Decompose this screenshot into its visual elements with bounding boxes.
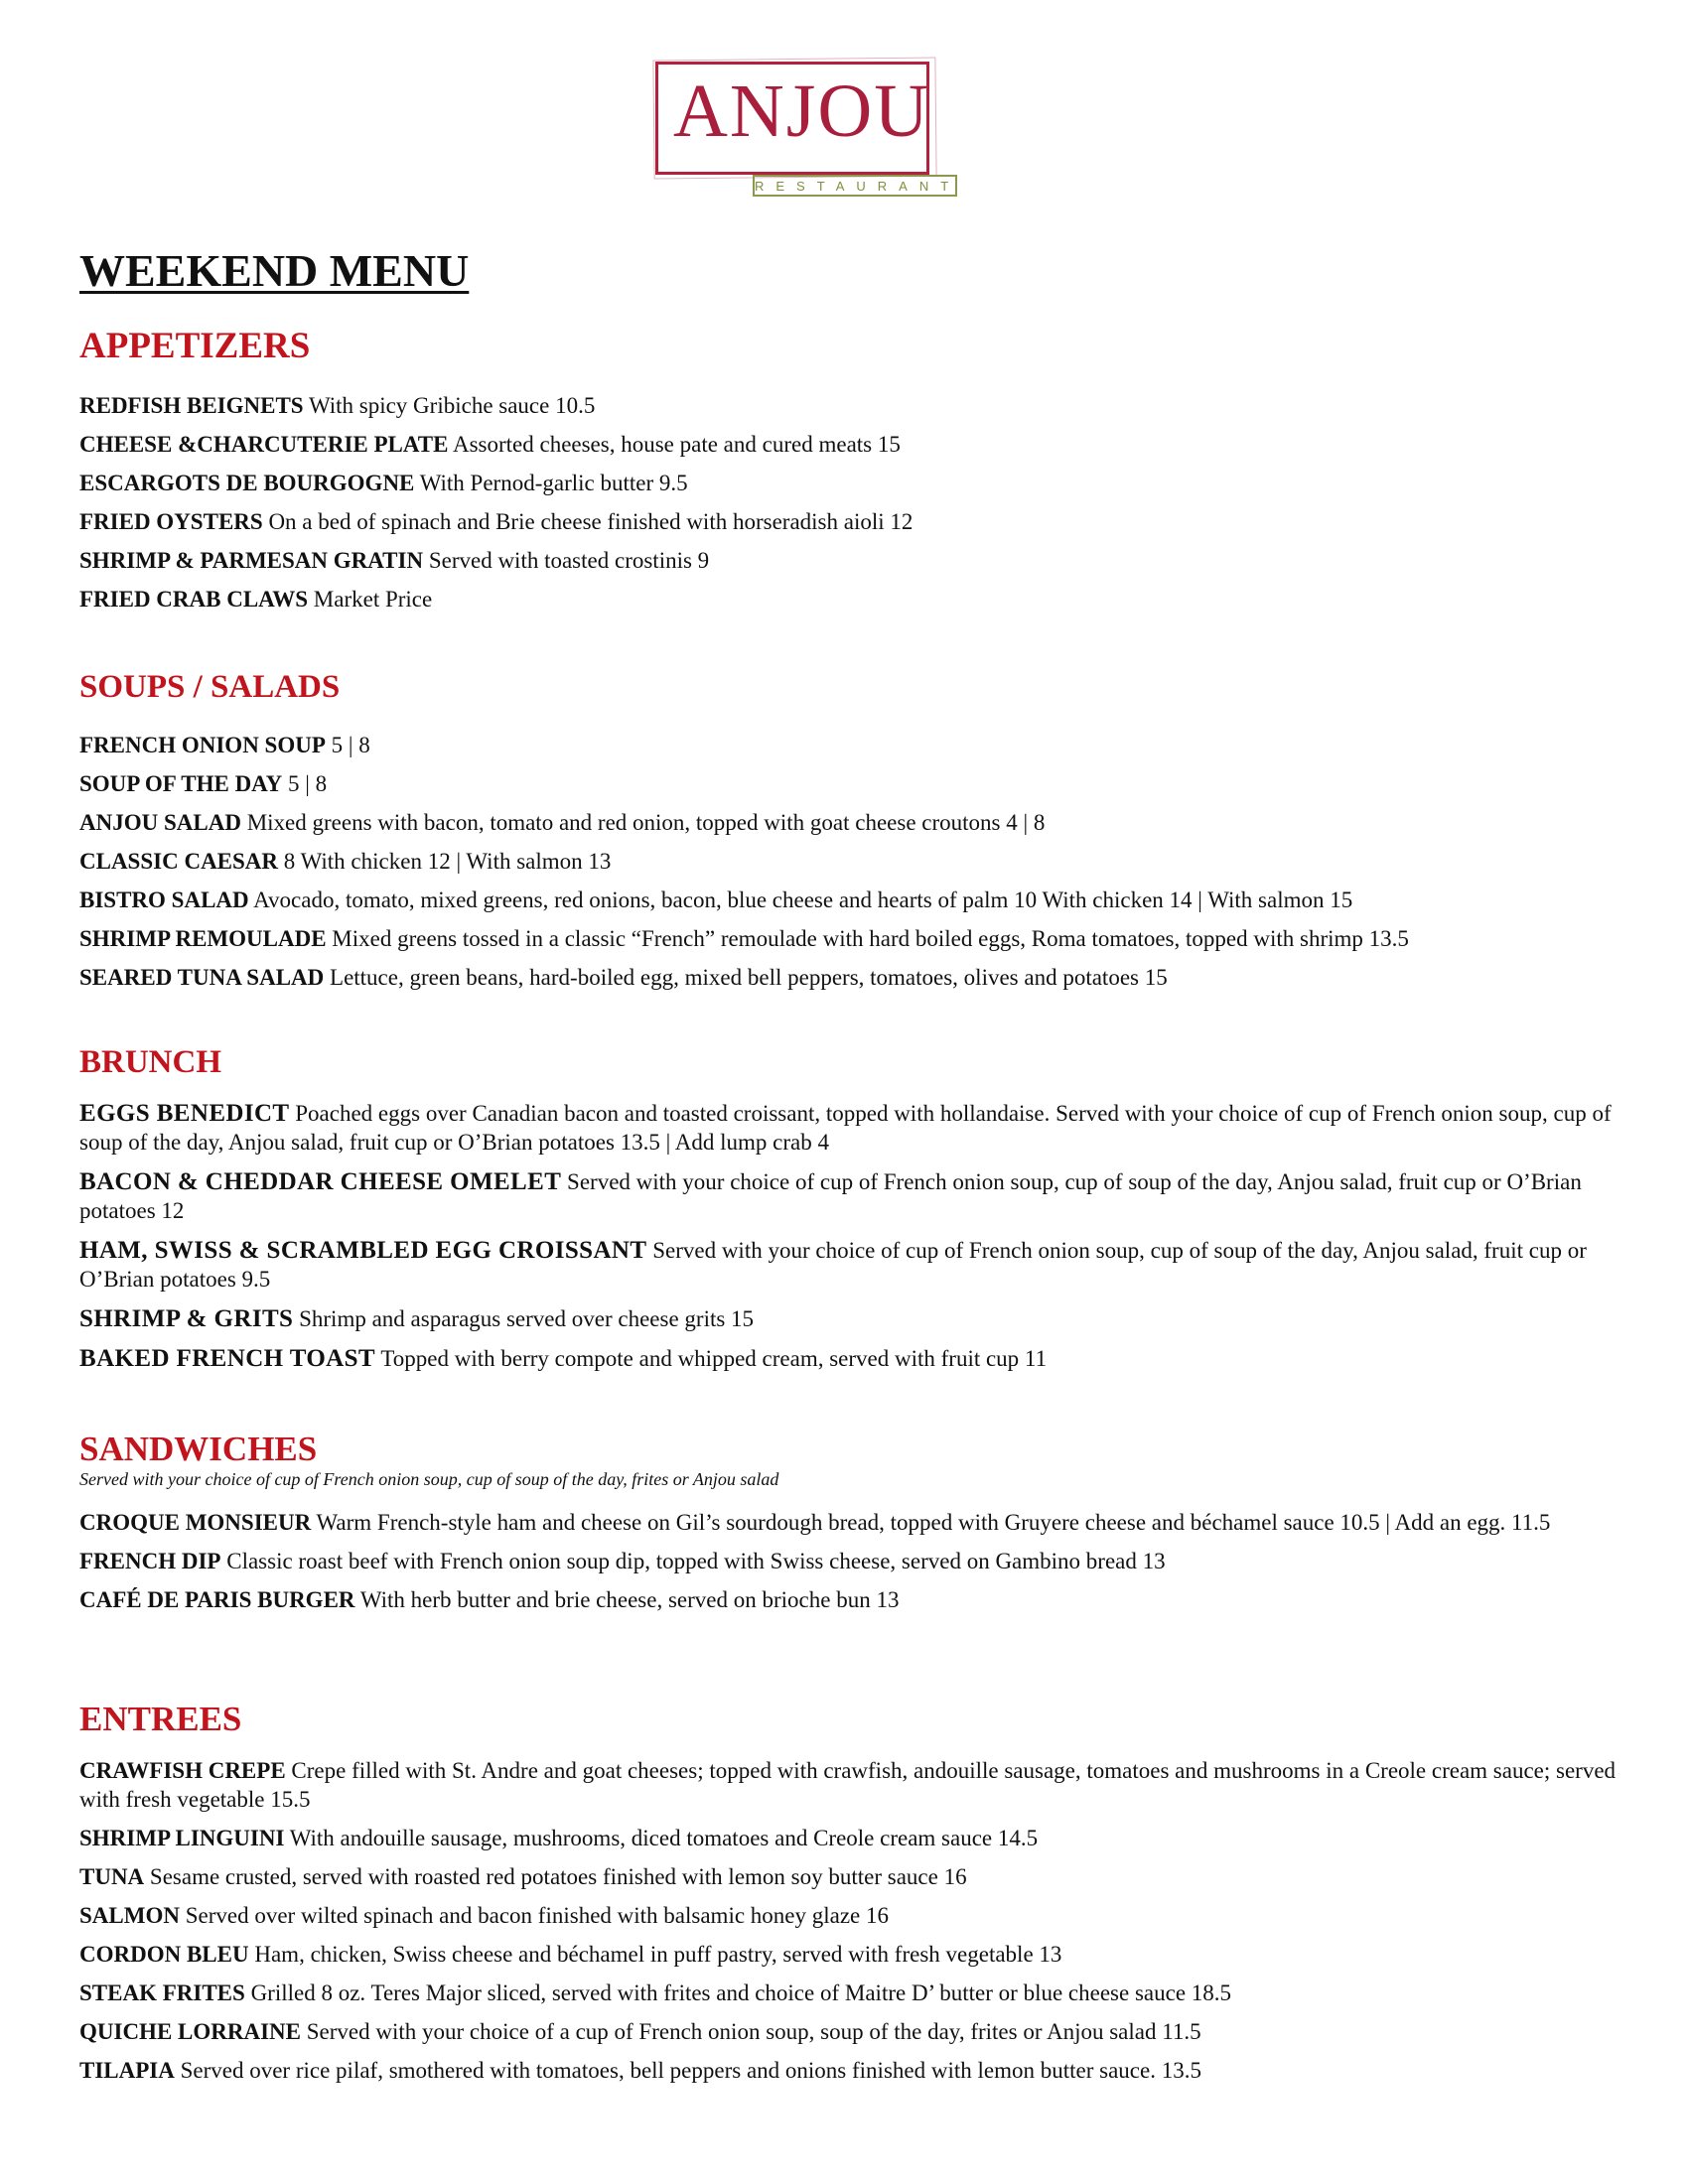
menu-item [79, 1979, 1658, 2007]
menu-item-description: Shrimp and asparagus served over cheese grits 15 [293, 1306, 755, 1331]
menu-item-name: FRENCH ONION SOUP [79, 733, 326, 757]
menu-item [79, 2056, 1658, 2085]
menu-item [79, 2017, 1658, 2046]
menu-item-name: CLASSIC CAESAR [79, 849, 279, 874]
menu-item-description: Market Price [308, 587, 433, 612]
menu-item-name: CHEESE &CHARCUTERIE PLATE [79, 432, 449, 457]
menu-item-description: Poached eggs over Canadian bacon and toasted croissant, topped with hollandaise. Served with your choice of cup of French onion soup, cup of soup of the day, Anjou salad, fruit cup or O’Brian potatoes 13.5 | Add lump crab 4 [79, 1101, 1612, 1155]
menu-item-name: CRAWFISH CREPE [79, 1758, 286, 1783]
menu-item [79, 1901, 1658, 1930]
menu-item [79, 919, 1658, 958]
menu-item [79, 803, 1658, 842]
menu-item-description: Served with your choice of cup of French onion soup, cup of soup of the day, Anjou salad, fruit cup or O’Brian potatoes 9.5 [79, 1238, 1587, 1292]
menu-item-description: Served with toasted crostinis 9 [423, 548, 710, 573]
logo-name: ANJOU [673, 69, 931, 153]
menu-item [79, 842, 1658, 881]
menu-title: WEEKEND MENU [79, 245, 470, 296]
menu-item [79, 764, 1658, 803]
menu-item-description: 5 | 8 [282, 771, 328, 796]
restaurant-logo [655, 62, 963, 210]
item-list [79, 386, 1658, 618]
menu-item-name: CAFÉ DE PARIS BURGER [79, 1587, 355, 1612]
menu-item [79, 502, 1658, 541]
menu-item-description: Topped with berry compote and whipped cream, served with fruit cup 11 [375, 1346, 1048, 1371]
menu-item-name: SEARED TUNA SALAD [79, 965, 325, 990]
section-heading: ENTREES [79, 1700, 242, 1738]
menu-item [79, 425, 1658, 464]
menu-item-name: TILAPIA [79, 2058, 175, 2083]
item-list [79, 1099, 1658, 1373]
menu-item [79, 386, 1658, 425]
menu-item [79, 1940, 1658, 1969]
section-soups-salads [79, 671, 1658, 997]
menu-item-name: SHRIMP & PARMESAN GRATIN [79, 548, 424, 573]
section-note: Served with your choice of cup of French onion soup, cup of soup of the day, frites or Anjou salad [79, 1469, 779, 1489]
menu-item-description: Assorted cheeses, house pate and cured meats 15 [448, 432, 901, 457]
section-brunch [79, 1046, 1658, 1384]
menu-item-description: Crepe filled with St. Andre and goat cheeses; topped with crawfish, andouille sausage, tomatoes and mushrooms in a Creole cream sauce; served with fresh vegetable 15.5 [79, 1758, 1617, 1812]
item-list [79, 1756, 1658, 2085]
menu-item [79, 541, 1658, 580]
menu-item [79, 1824, 1658, 1852]
section-entrees [79, 1702, 1658, 2095]
menu-item [79, 580, 1658, 618]
menu-item [79, 1099, 1658, 1157]
menu-item-description: Mixed greens tossed in a classic “French” remoulade with hard boiled eggs, Roma tomatoes, topped with shrimp 13.5 [326, 926, 1409, 951]
menu-item-name: SHRIMP LINGUINI [79, 1826, 285, 1850]
item-list [79, 726, 1658, 997]
menu-item-description: With Pernod-garlic butter 9.5 [414, 471, 688, 495]
menu-item-name: SHRIMP REMOULADE [79, 926, 327, 951]
menu-item-description: Served with your choice of cup of French onion soup, cup of soup of the day, Anjou salad, fruit cup or O’Brian potatoes 12 [79, 1169, 1582, 1223]
menu-item-name: BACON & CHEDDAR CHEESE OMELET [79, 1168, 562, 1195]
menu-item-description: Sesame crusted, served with roasted red potatoes finished with lemon soy butter sauce 16 [144, 1864, 967, 1889]
menu-item-name: FRENCH DIP [79, 1549, 221, 1573]
section-heading: BRUNCH [79, 1044, 222, 1080]
menu-item-description: With andouille sausage, mushrooms, diced tomatoes and Creole cream sauce 14.5 [284, 1826, 1039, 1850]
menu-item-description: Classic roast beef with French onion soup dip, topped with Swiss cheese, served on Gambino bread 13 [220, 1549, 1166, 1573]
section-heading: SANDWICHES [79, 1430, 318, 1468]
menu-item [79, 1344, 1658, 1373]
menu-item-name: STEAK FRITES [79, 1980, 245, 2005]
menu-item-description: Mixed greens with bacon, tomato and red onion, topped with goat cheese croutons 4 | 8 [240, 810, 1046, 835]
menu-item [79, 1167, 1658, 1225]
menu-item-description: Ham, chicken, Swiss cheese and béchamel in puff pastry, served with fresh vegetable 13 [248, 1942, 1062, 1967]
menu-item [79, 1756, 1658, 1814]
menu-item-name: ANJOU SALAD [79, 810, 241, 835]
menu-item-description: Avocado, tomato, mixed greens, red onions, bacon, blue cheese and hearts of palm 10 With chicken 14 | With salmon 15 [248, 887, 1353, 912]
menu-item [79, 726, 1658, 764]
menu-item [79, 464, 1658, 502]
menu-item [79, 1304, 1658, 1333]
menu-item-name: FRIED OYSTERS [79, 509, 263, 534]
menu-item-name: ESCARGOTS DE BOURGOGNE [79, 471, 415, 495]
logo-tagline: RESTAURANT [753, 175, 957, 197]
menu-item-name: SALMON [79, 1903, 180, 1928]
menu-item-name: CROQUE MONSIEUR [79, 1510, 312, 1535]
menu-item-name: EGGS BENEDICT [79, 1100, 290, 1127]
menu-item-name: FRIED CRAB CLAWS [79, 587, 309, 612]
section-heading: APPETIZERS [79, 326, 311, 366]
menu-item [79, 1547, 1658, 1575]
menu-item-description: Warm French-style ham and cheese on Gil’s sourdough bread, topped with Gruyere cheese and béchamel sauce 10.5 | Add an egg. 11.5 [311, 1510, 1551, 1535]
menu-item-description: Served with your choice of a cup of French onion soup, soup of the day, frites or Anjou salad 11.5 [301, 2019, 1201, 2044]
menu-item-name: BAKED FRENCH TOAST [79, 1345, 376, 1372]
menu-item-name: TUNA [79, 1864, 145, 1889]
menu-item-name: REDFISH BEIGNETS [79, 393, 304, 418]
menu-item-description: Grilled 8 oz. Teres Major sliced, served with frites and choice of Maitre D’ butter or blue cheese sauce 18.5 [244, 1980, 1232, 2005]
menu-item-description: 8 With chicken 12 | With salmon 13 [278, 849, 612, 874]
menu-item-name: SHRIMP & GRITS [79, 1305, 294, 1332]
menu-item [79, 1508, 1658, 1537]
menu-item-description: Lettuce, green beans, hard-boiled egg, mixed bell peppers, tomatoes, olives and potatoes 15 [324, 965, 1168, 990]
menu-item [79, 958, 1658, 997]
menu-item-description: Served over rice pilaf, smothered with tomatoes, bell peppers and onions finished with lemon butter sauce. 13.5 [174, 2058, 1201, 2083]
menu-item [79, 1236, 1658, 1294]
menu-item-name: QUICHE LORRAINE [79, 2019, 302, 2044]
section-appetizers [79, 328, 1658, 618]
menu-item [79, 1585, 1658, 1614]
section-sandwiches [79, 1432, 1658, 1624]
menu-item-description: 5 | 8 [325, 733, 370, 757]
menu-item-description: With herb butter and brie cheese, served on brioche bun 13 [354, 1587, 900, 1612]
menu-item-description: On a bed of spinach and Brie cheese finished with horseradish aioli 12 [262, 509, 914, 534]
item-list [79, 1508, 1658, 1614]
menu-item [79, 1862, 1658, 1891]
menu-item-description: Served over wilted spinach and bacon finished with balsamic honey glaze 16 [179, 1903, 890, 1928]
menu-item [79, 881, 1658, 919]
menu-item-name: HAM, SWISS & SCRAMBLED EGG CROISSANT [79, 1237, 647, 1264]
menu-item-description: With spicy Gribiche sauce 10.5 [303, 393, 596, 418]
menu-item-name: CORDON BLEU [79, 1942, 249, 1967]
menu-item-name: SOUP OF THE DAY [79, 771, 283, 796]
section-heading: SOUPS / SALADS [79, 669, 341, 705]
menu-item-name: BISTRO SALAD [79, 887, 249, 912]
